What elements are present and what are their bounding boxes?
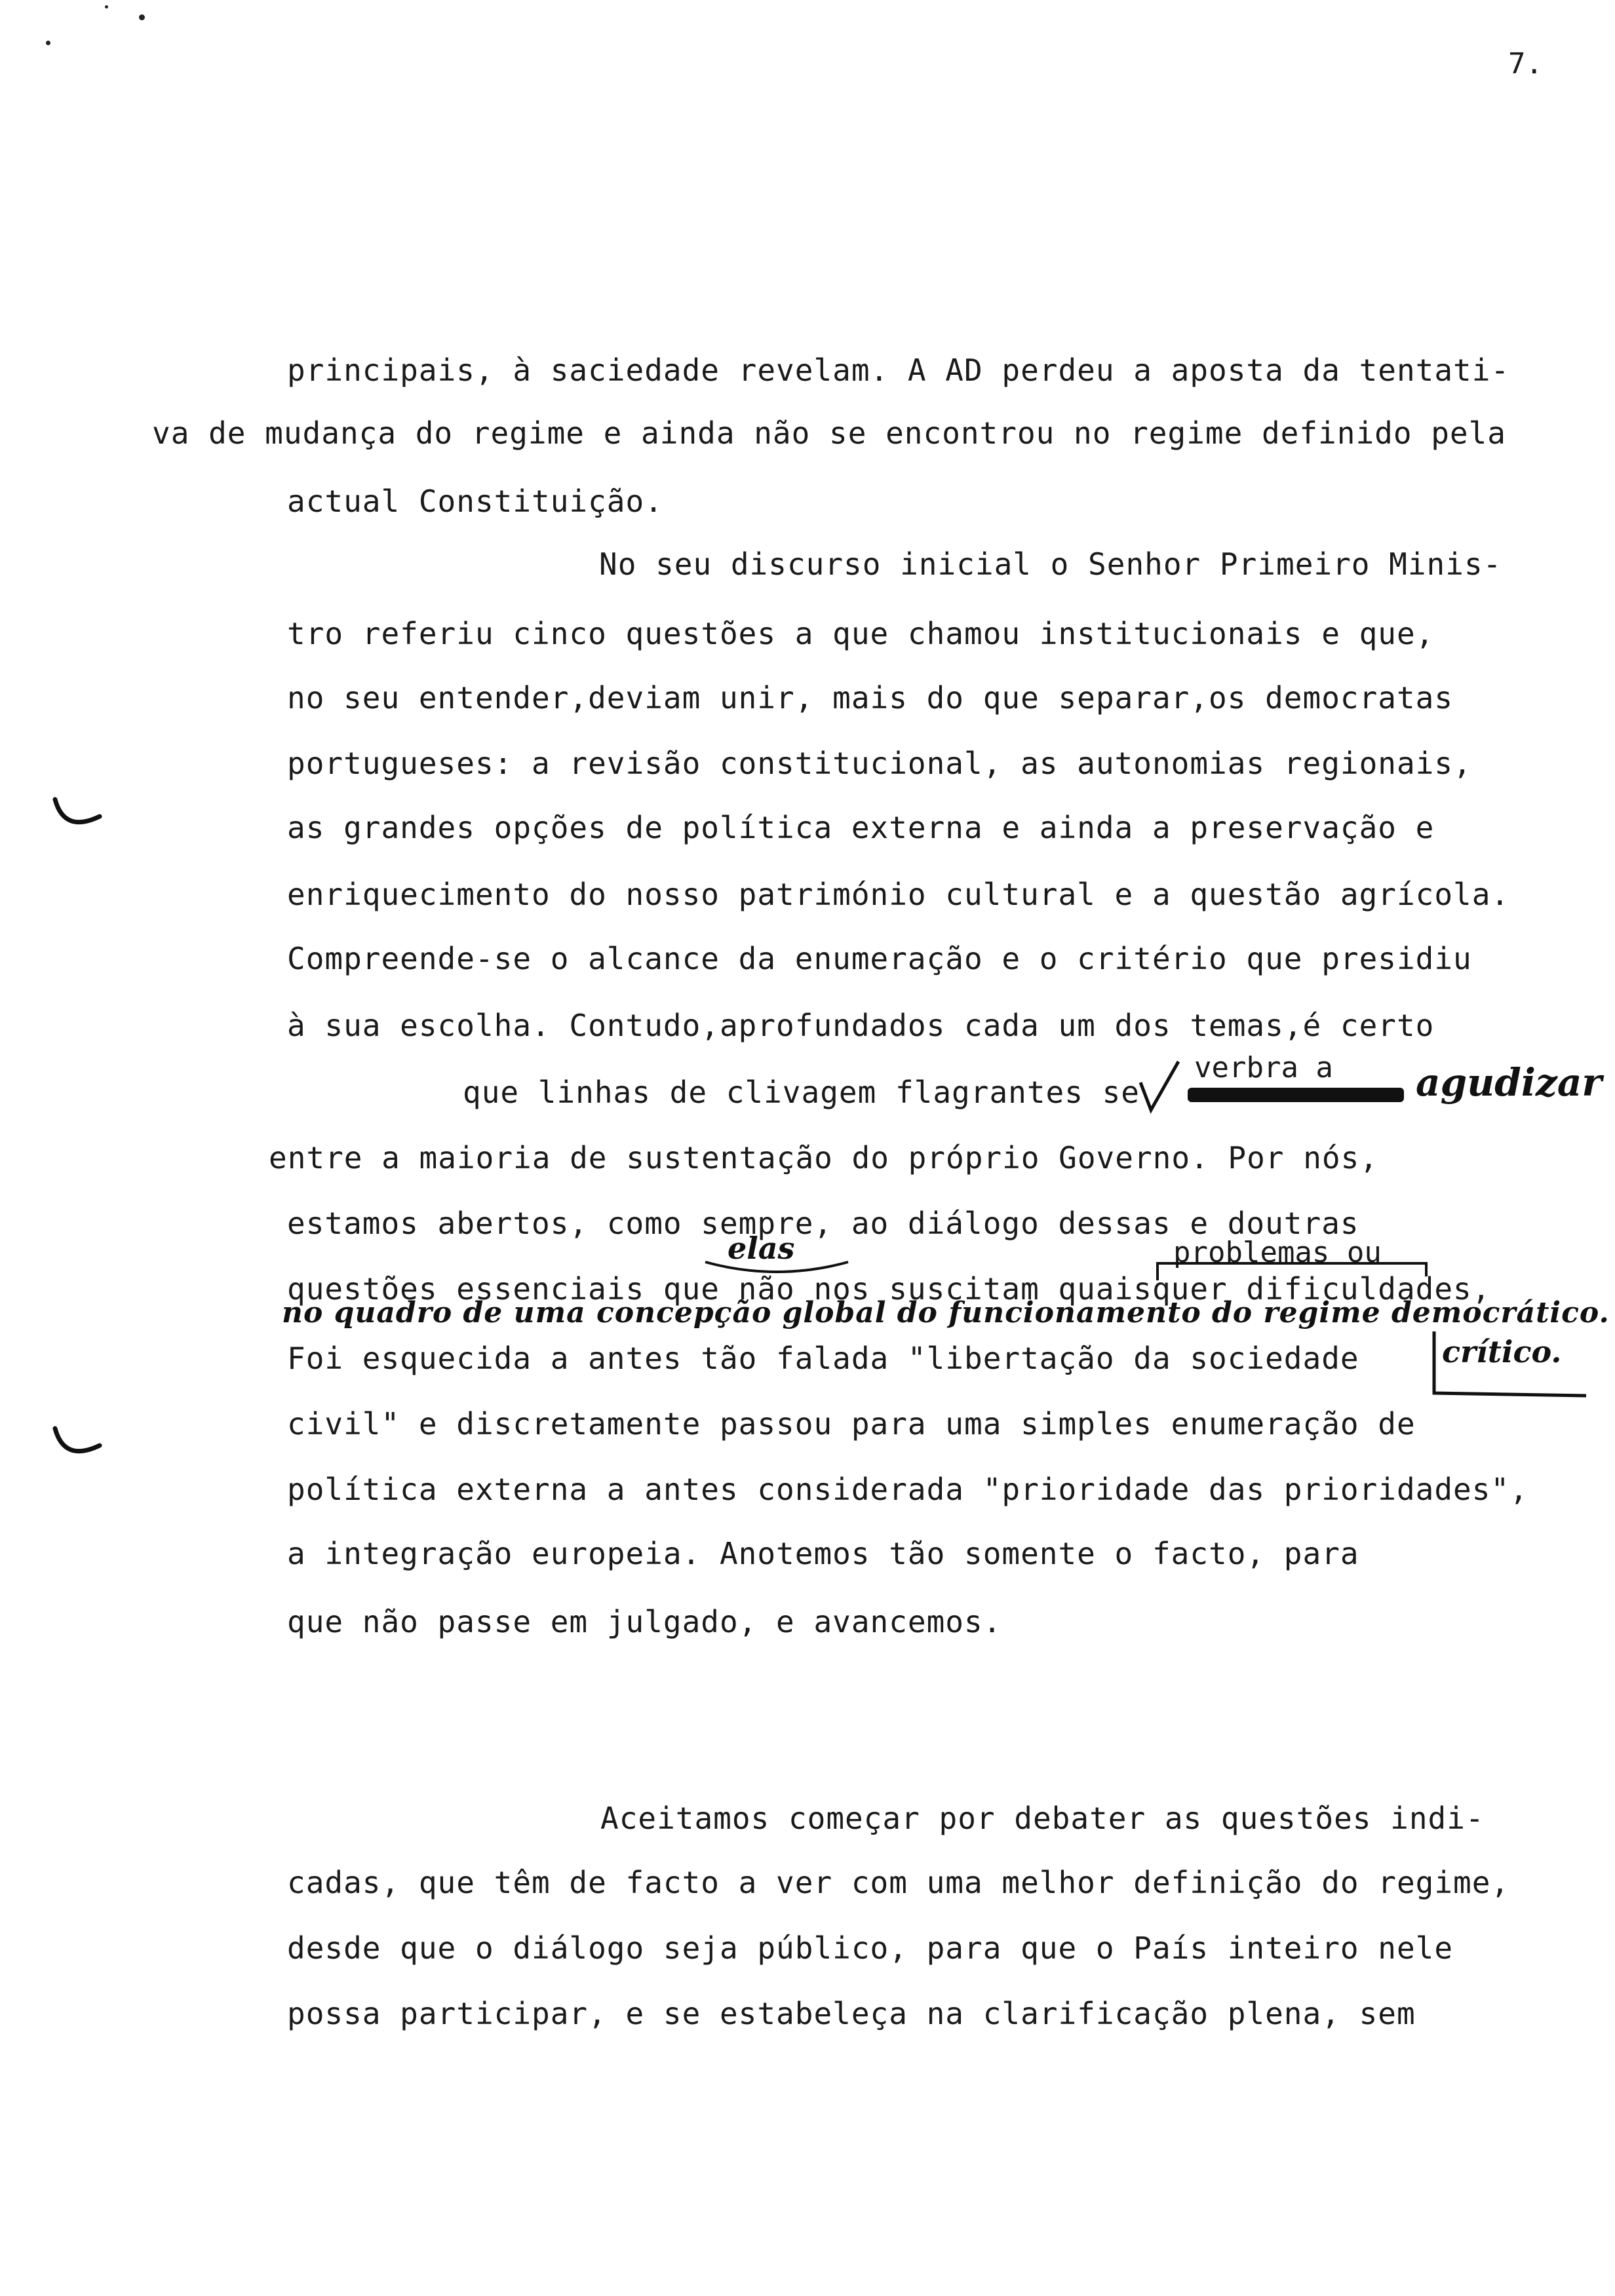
text-line: No seu discurso inicial o Senhor Primeiro Minis- <box>599 546 1502 582</box>
text-line: estamos abertos, como sempre, ao diálogo dessas e doutras <box>287 1206 1359 1241</box>
text-line: as grandes opções de política externa e ainda a preservação e <box>287 810 1435 845</box>
text-line: cadas, que têm de facto a ver com uma melhor definição do regime, <box>287 1865 1510 1900</box>
ink-speck <box>105 5 108 9</box>
insert-box <box>1429 1328 1593 1400</box>
text-line: questões essenciais que não nos suscitam quaisquer dificuldades, <box>287 1271 1491 1307</box>
handwritten-agudizar: agudizar <box>1416 1060 1602 1105</box>
text-line: Aceitamos começar por debater as questões indi- <box>600 1801 1485 1836</box>
text-line: possa participar, e se estabeleça na clarificação plena, sem <box>287 1996 1416 2031</box>
text-line: à sua escolha. Contudo,aprofundados cada um dos temas,é certo <box>287 1008 1435 1043</box>
text-line: no seu entender,deviam unir, mais do que separar,os democratas <box>287 680 1454 716</box>
text-line: portugueses: a revisão constitucional, as autonomias regionais, <box>287 746 1472 781</box>
text-line: entre a maioria de sustentação do próprio Governo. Por nós, <box>269 1140 1378 1176</box>
handwritten-elas: elas <box>728 1231 795 1266</box>
insert-caret <box>1138 1056 1184 1115</box>
typed-problemas: problemas ou <box>1173 1236 1382 1269</box>
text-line: Foi esquecida a antes tão falada "libertação da sociedade <box>287 1341 1359 1376</box>
text-line: Compreende-se o alcance da enumeração e o critério que presidiu <box>287 941 1472 976</box>
insert-verb: verbra a <box>1194 1051 1333 1084</box>
text-line: tro referiu cinco questões a que chamou institucionais e que, <box>287 616 1435 651</box>
margin-arc-mark <box>51 1422 104 1468</box>
insert-bracket <box>1154 1250 1429 1283</box>
handwritten-critico: crítico. <box>1442 1334 1562 1369</box>
text-line: que não passe em julgado, e avancemos. <box>287 1604 1002 1639</box>
text-line: actual Constituição. <box>287 484 663 519</box>
text-line: desde que o diálogo seja público, para que o País inteiro nele <box>287 1930 1454 1966</box>
text-line: principais, à saciedade revelam. A AD perdeu a aposta da tentati- <box>287 353 1510 388</box>
handwritten-insert-line: no quadro de uma concepção global do funcionamento do regime democrático. <box>282 1296 1610 1330</box>
page-number: 7. <box>1508 47 1543 81</box>
text-line: va de mudança do regime e ainda não se encontrou no regime definido pela <box>152 415 1506 451</box>
text-line: enriquecimento do nosso património cultural e a questão agrícola. <box>287 877 1510 912</box>
text-line: que linhas de clivagem flagrantes se <box>463 1075 1140 1110</box>
insert-arc <box>701 1257 852 1283</box>
text-line: política externa a antes considerada "prioridade das prioridades", <box>287 1472 1528 1507</box>
strike-through <box>1188 1088 1404 1102</box>
ink-speck <box>139 14 145 20</box>
text-line: civil" e discretamente passou para uma simples enumeração de <box>287 1406 1416 1442</box>
margin-arc-mark <box>51 793 104 839</box>
text-line: a integração europeia. Anotemos tão somente o facto, para <box>287 1536 1359 1571</box>
ink-speck <box>46 41 50 45</box>
